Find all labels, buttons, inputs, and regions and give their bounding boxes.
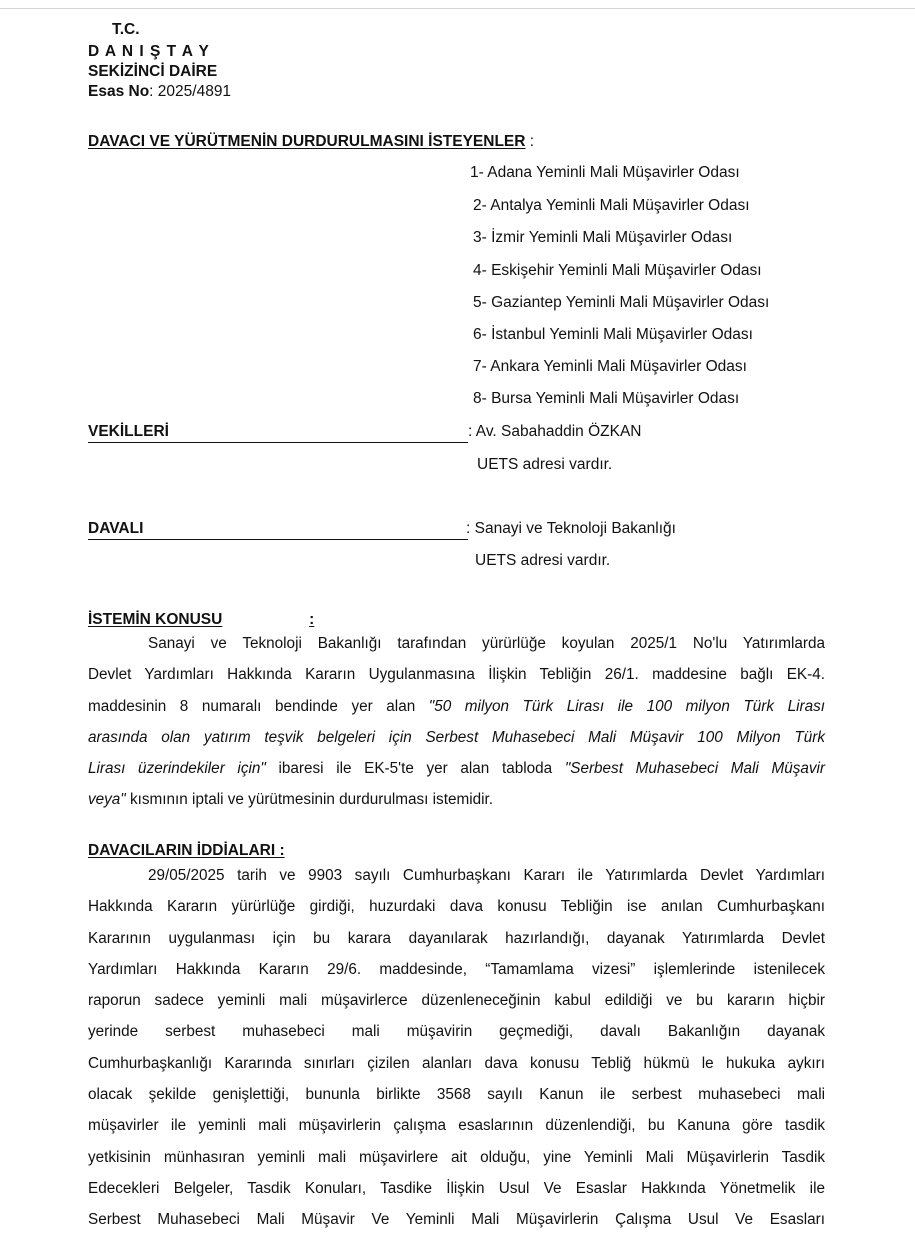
claims-line: Edecekleri Belgeler, Tasdik Konuları, Tasdike İlişkin Usul Ve Esaslar Hakkında Yönetmelik ile [88,1179,825,1197]
claims-line: Yardımları Hakkında Kararın 29/6. maddesinde, “Tamamlama vizesi” işlemlerinde istenilecek [88,960,825,978]
counsel-heading: VEKİLLERİ [88,423,169,440]
subject-line-part: kısmının iptali ve yürütmesinin durdurulması istemidir. [130,791,494,809]
case-value: : 2025/4891 [149,83,232,100]
defendant-value: : Sanayi ve Teknoloji Bakanlığı [466,520,676,537]
plaintiff-item: 7- Ankara Yeminli Mali Müşavirler Odası [473,358,747,375]
claims-line: Hakkında Kararın yürürlüğe girdiği, huzurdaki dava konusu Tebliğin ise anılan Cumhurbaşkanı [88,898,825,916]
subject-line [88,691,825,722]
header-court: D A N I Ş T A Y [88,43,210,60]
plaintiff-item: 4- Eskişehir Yeminli Mali Müşavirler Odası [473,262,762,279]
header-chamber: SEKİZİNCİ DAİRE [88,63,218,80]
subject-colon: : [309,611,315,628]
case-label: Esas No [88,83,150,100]
counsel-underline [88,442,468,443]
defendant-heading: DAVALI [88,520,144,537]
page-top-border [0,8,915,9]
claims-line: yerinde serbest muhasebeci mali müşavirin geçmediği, davalı Bakanlığın dayanak [88,1023,825,1041]
defendant-uets: UETS adresi vardır. [475,552,611,569]
subject-line-quote: "Serbest Muhasebeci Mali Müşavir [564,760,825,778]
subject-line-quote: "50 milyon Türk Lirası ile 100 milyon Türk Lirası [428,697,826,715]
subject-heading-row [88,611,314,629]
counsel-uets: UETS adresi vardır. [477,456,613,473]
subject-line-part: ibaresi ile EK-5'te yer alan tabloda [278,760,553,778]
claims-line: Cumhurbaşkanlığı Kararında sınırları çizilen alanları dava konusu Tebliğ hükmü le hukuka aykırı [88,1054,825,1072]
subject-line [88,784,825,815]
header-tc: T.C. [112,21,140,38]
claims-paragraph [88,860,825,1236]
claims-line: müşavirler ile yeminli mali müşavirlerin çalışma esaslarının düzenlendiği, bu Kanuna göre tasdik [88,1117,825,1135]
plaintiff-item: 2- Antalya Yeminli Mali Müşavirler Odası [473,197,750,214]
claims-line: 29/05/2025 tarih ve 9903 sayılı Cumhurbaşkanı Kararı ile Yatırımlarda Devlet Yardımları [148,867,825,884]
subject-line-quote: veya" [88,791,126,809]
plaintiff-item: 3- İzmir Yeminli Mali Müşavirler Odası [473,229,733,246]
plaintiff-item: 6- İstanbul Yeminli Mali Müşavirler Odası [473,326,753,343]
subject-paragraph [88,628,825,816]
header-case-number [88,82,231,101]
subject-line: Sanayi ve Teknoloji Bakanlığı tarafından yürürlüğe koyulan 2025/1 No'lu Yatırımlarda [148,635,825,652]
subject-line-part: maddesinin 8 numaralı bendinde yer alan [88,697,416,715]
claims-heading: DAVACILARIN İDDİALARI : [88,842,285,859]
plaintiff-item: 5- Gaziantep Yeminli Mali Müşavirler Odası [473,294,770,311]
plaintiff-item: 1- Adana Yeminli Mali Müşavirler Odası [470,164,740,181]
claims-line: Serbest Muhasebeci Mali Müşavir Ve Yeminli Mali Müşavirlerin Çalışma Usul Ve Esasları [88,1211,825,1229]
plaintiffs-heading-row [88,133,534,151]
plaintiffs-colon: : [529,133,535,150]
claims-line: Kararının uygulanması için bu karara dayanılarak hazırlandığı, dayanak Yatırımlarda Devlet [88,929,825,947]
plaintiffs-heading: DAVACI VE YÜRÜTMENİN DURDURULMASINI İSTEYENLER [88,133,526,150]
subject-line [88,753,825,784]
defendant-underline [88,539,468,540]
claims-line: raporun sadece yeminli mali müşavirlerce düzenleneceğinin kabul edildiği ve bu kararın hiçbir [88,992,825,1010]
counsel-value: : Av. Sabahaddin ÖZKAN [468,423,642,440]
subject-line-quote: Lirası üzerindekiler için" [88,760,266,778]
subject-line: Devlet Yardımları Hakkında Kararın Uygulanmasına İlişkin Tebliğin 26/1. maddesine bağlı EK-4. [88,666,825,684]
subject-heading: İSTEMİN KONUSU [88,611,223,628]
claims-line: yetkisinin münhasıran yeminli mali müşavirlere ait olduğu, yine Yeminli Mali Müşavirlerin Tasdik [88,1148,825,1166]
claims-line: olacak şekilde genişlettiği, bununla birlikte 3568 sayılı Kanun ile serbest muhasebeci mali [88,1086,825,1104]
plaintiff-item: 8- Bursa Yeminli Mali Müşavirler Odası [473,390,740,407]
subject-line: arasında olan yatırım teşvik belgeleri için Serbest Muhasebeci Mali Müşavir 100 Milyon Türk [88,728,825,746]
